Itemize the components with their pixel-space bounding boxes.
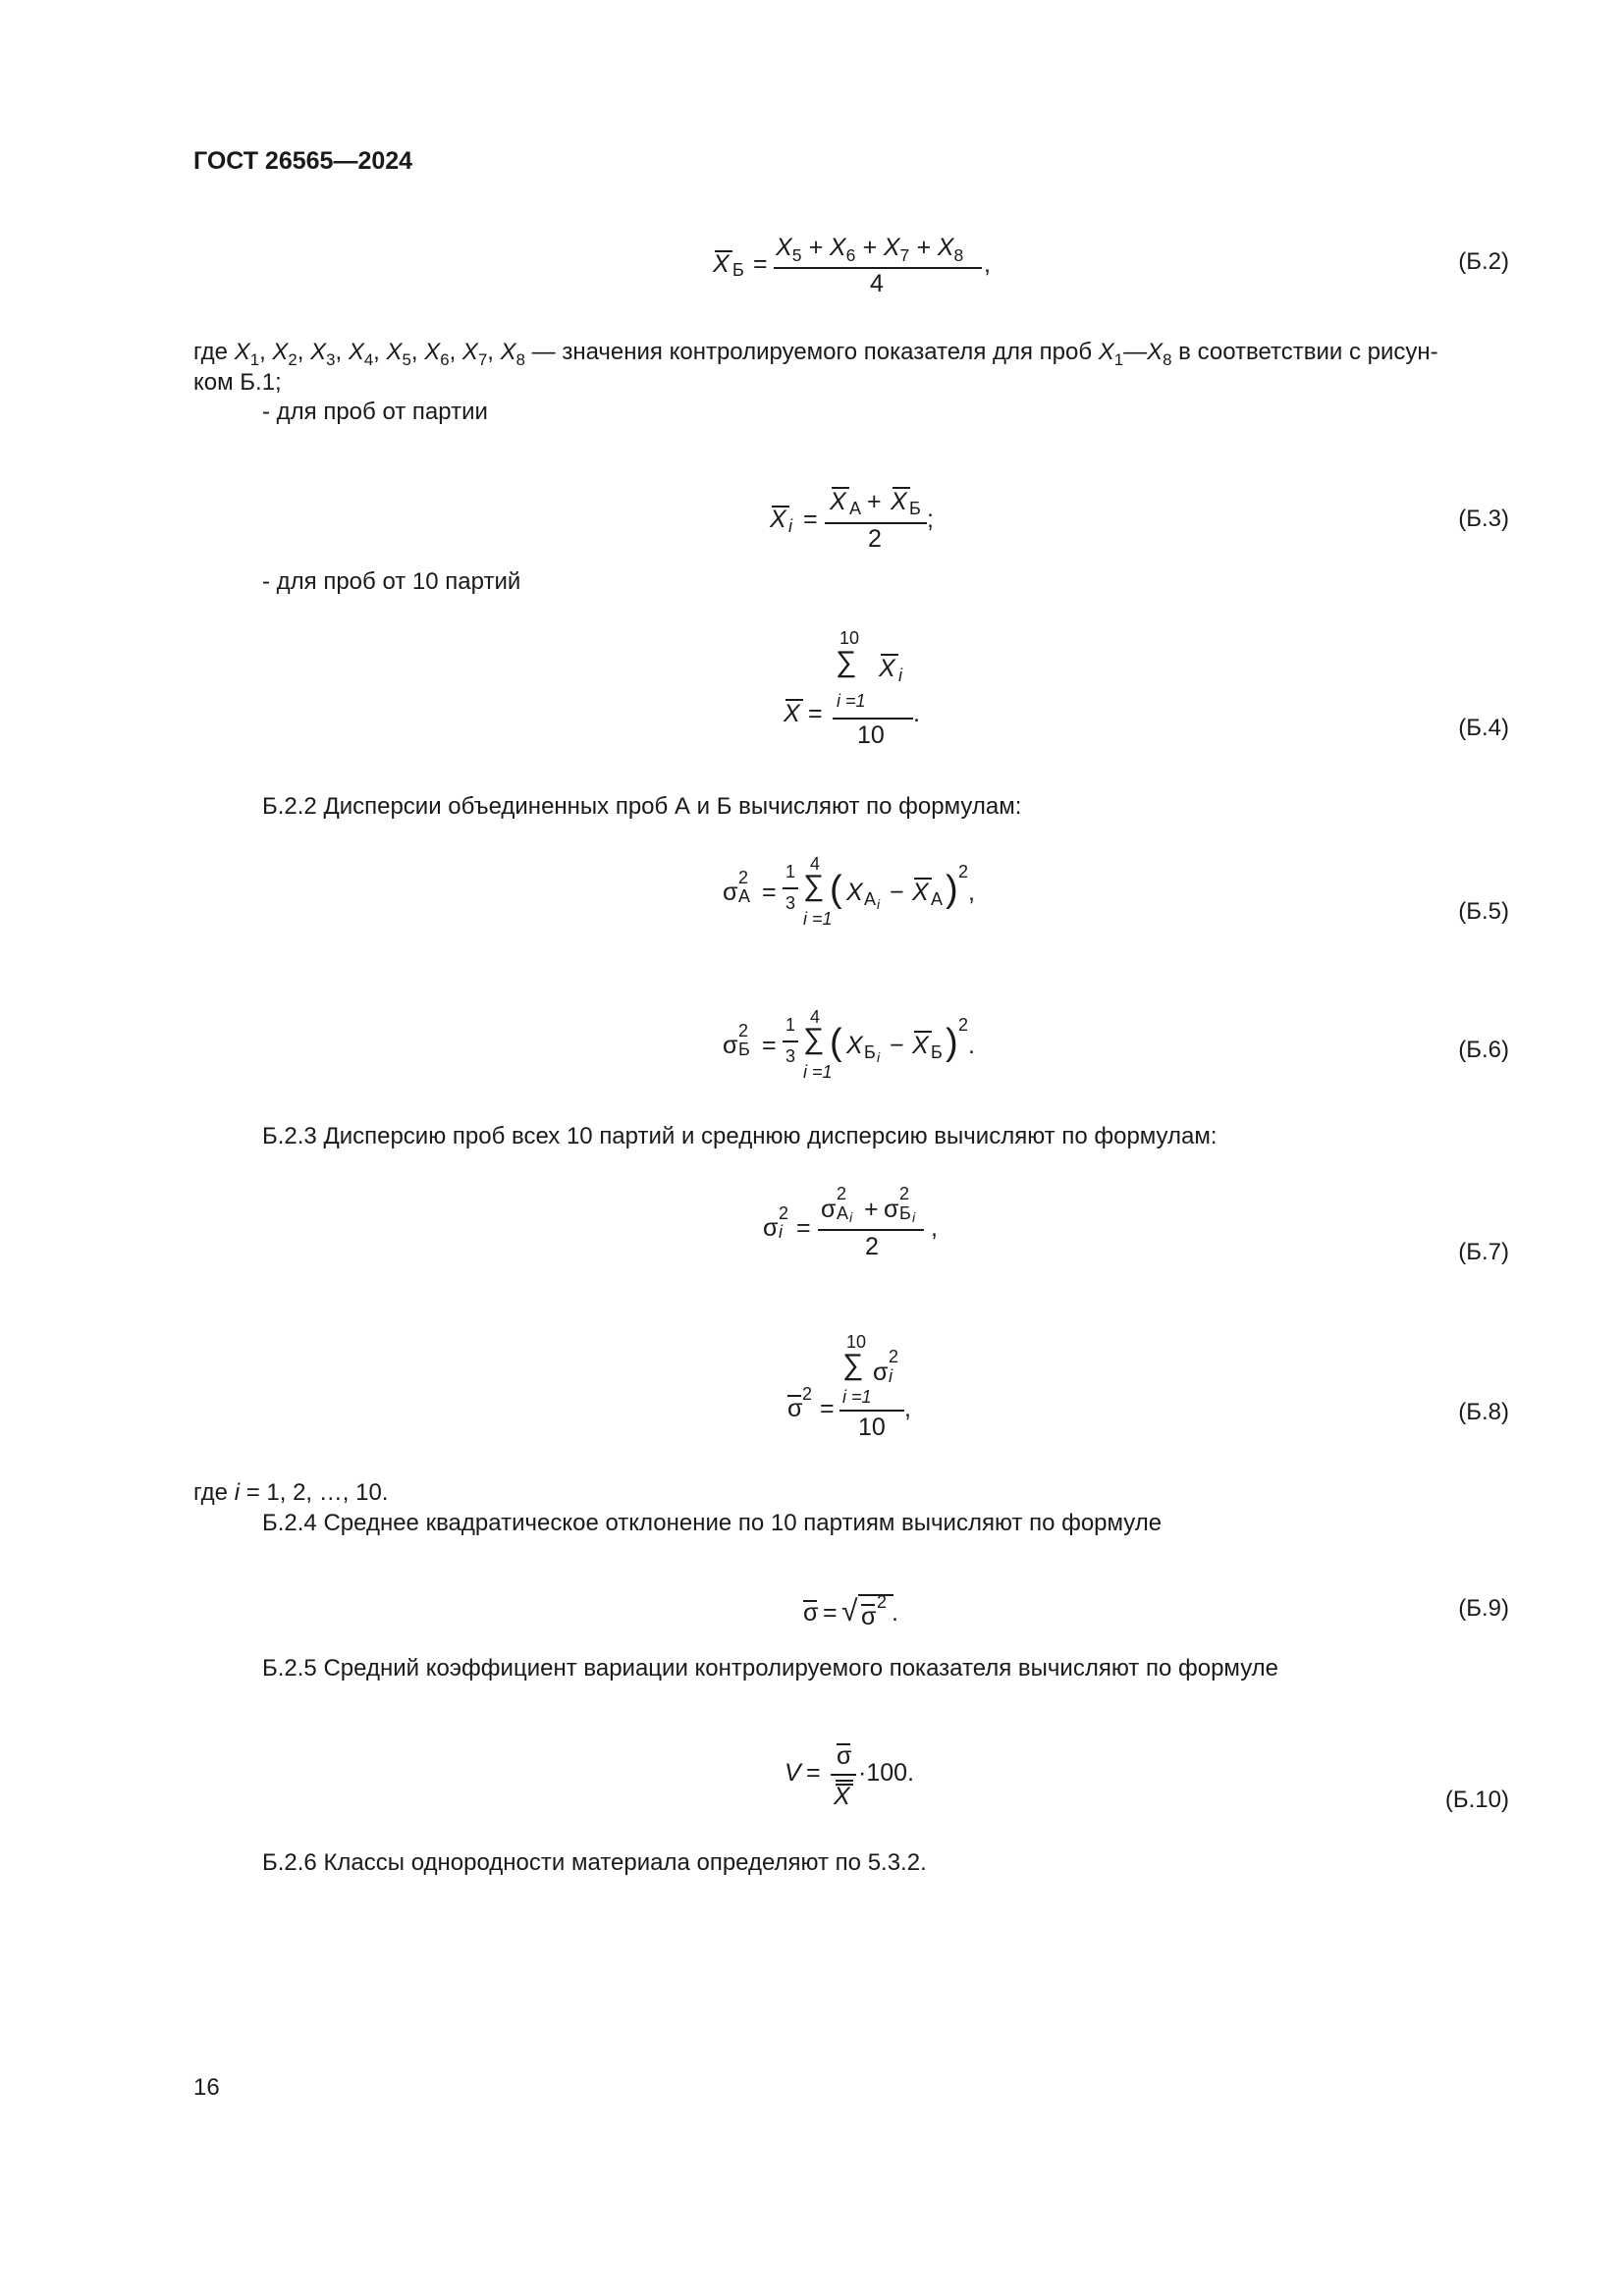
eq-numerator: $X_5 + X_6 + X_7 + X_8$ xyxy=(776,234,964,265)
where-variables-line1: где $X_1$, $X_2$, $X_3$, $X_4$, $X_5$, $X_6$, $X_7$, $X_8$ — значения контролируемого показателя для проб $X_1—X_8$ в соответствии с рисун- xyxy=(193,339,1438,369)
equation-number: (Б.5) xyxy=(1458,898,1509,925)
equation-number: (Б.4) xyxy=(1458,715,1509,741)
paragraph-b2-2: Б.2.2 Дисперсии объединенных проб А и Б вычисляют по формулам: xyxy=(262,793,1022,820)
paragraph-b2-4: Б.2.4 Среднее квадратическое отклонение по 10 партиям вычисляют по формуле xyxy=(262,1510,1163,1536)
equation-number: (Б.9) xyxy=(1458,1595,1509,1622)
where-i-range: где i = 1, 2, …, 10. xyxy=(193,1479,389,1506)
paragraph-b2-6: Б.2.6 Классы однородности материала определяют по 5.3.2. xyxy=(262,1849,927,1876)
eq-lhs-sub: Б xyxy=(732,260,744,280)
paragraph-b2-5: Б.2.5 Средний коэффициент вариации контролируемого показателя вычисляют по формуле xyxy=(262,1655,1279,1682)
bullet-party: - для проб от партии xyxy=(262,399,488,425)
equation-number: (Б.8) xyxy=(1458,1399,1509,1425)
paragraph-b2-3: Б.2.3 Дисперсию проб всех 10 партий и среднюю дисперсию вычисляют по формулам: xyxy=(262,1123,1218,1149)
eq-lhs: X xyxy=(713,250,730,278)
equation-number: (Б.6) xyxy=(1458,1037,1509,1063)
bullet-10-parties: - для проб от 10 партий xyxy=(262,568,521,595)
document-code: ГОСТ 26565—2024 xyxy=(193,147,413,175)
eq-denominator: 4 xyxy=(870,270,884,297)
equation-number: (Б.10) xyxy=(1444,1787,1509,1813)
equation-number: (Б.7) xyxy=(1458,1239,1509,1265)
equation-number: (Б.2) xyxy=(1458,248,1509,275)
page-number: 16 xyxy=(193,2074,220,2101)
where-variables-line2: ком Б.1; xyxy=(193,369,282,396)
equation-number: (Б.3) xyxy=(1458,506,1509,532)
